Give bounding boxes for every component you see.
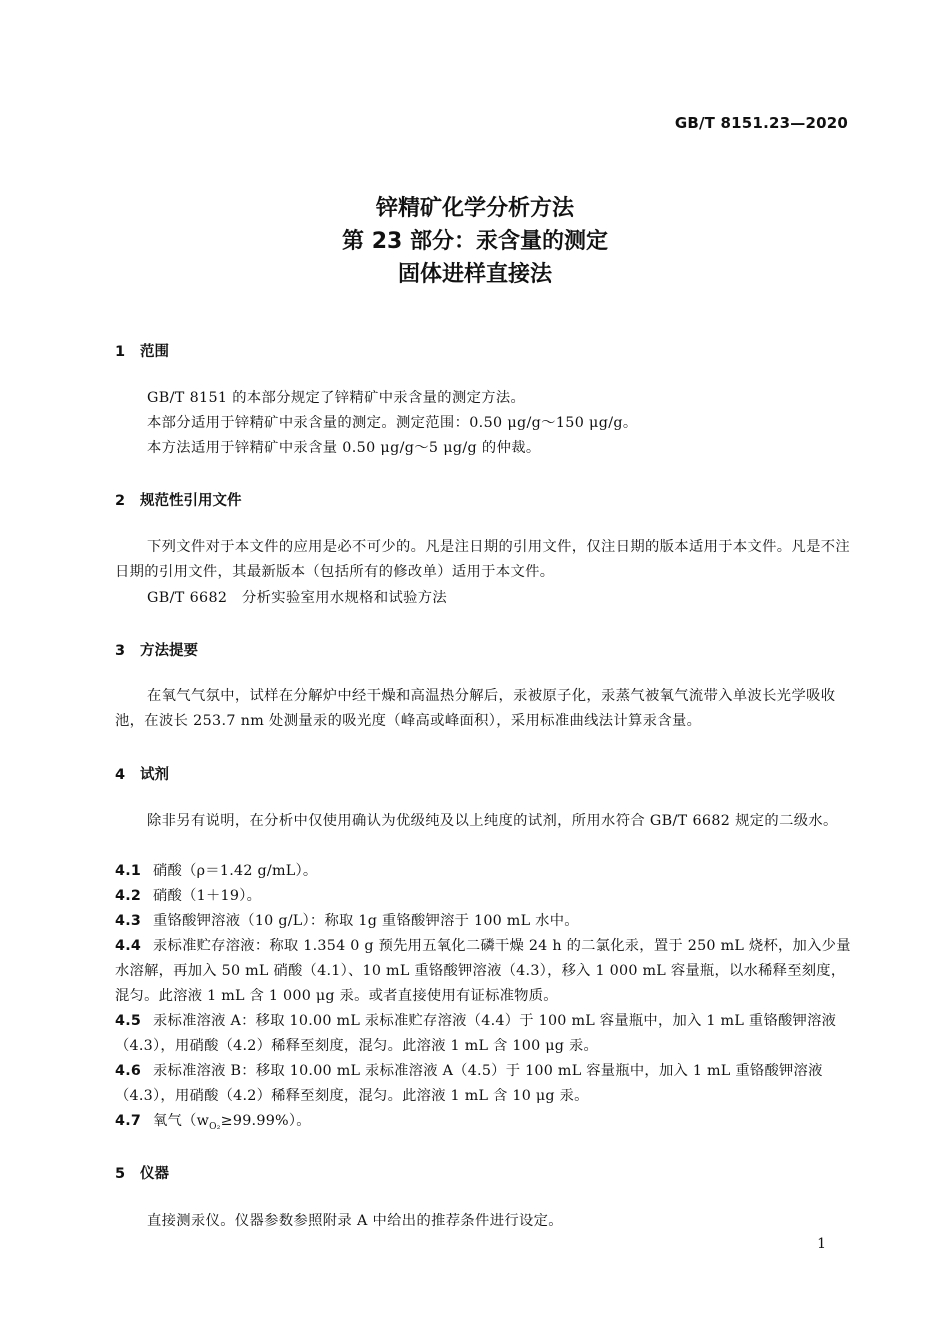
document-title	[0, 192, 950, 291]
clause-text: 汞标准贮存溶液：称取 1.354 0 g 预先用五氧化二磷干燥 24 h 的二氯化汞，置于 250 mL 烧杯，加入少量水溶解，再加入 50 mL 硝酸（4.1）、10 mL 重铬酸钾溶液（4.3），移入 1 000 mL 容量瓶，以水稀释至刻度，混匀。此溶液 1 mL 含 1 000 μg 汞。或者直接使用有证标准物质。	[115, 938, 851, 1004]
clause-4-4	[115, 934, 851, 1009]
clause-number: 4.2	[115, 888, 142, 904]
clause-4-1	[115, 859, 851, 884]
section-title: 规范性引用文件	[140, 493, 242, 509]
section-title: 仪器	[140, 1166, 169, 1182]
section-title: 试剂	[140, 767, 169, 783]
scope-paragraph-2: 本部分适用于锌精矿中汞含量的测定。测定范围：0.50 μg/g～150 μg/g。	[147, 415, 638, 431]
clause-number: 4.1	[115, 863, 142, 879]
section-title: 方法提要	[140, 643, 198, 659]
section-2-heading	[115, 489, 242, 510]
clause-text: 汞标准溶液 A：移取 10.00 mL 汞标准贮存溶液（4.4）于 100 mL 容量瓶中，加入 1 mL 重铬酸钾溶液（4.3），用硝酸（4.2）稀释至刻度，混匀。此溶液 1 mL 含 100 μg 汞。	[115, 1013, 837, 1054]
clause-text-prefix: 氧气（w	[153, 1113, 210, 1129]
reference-item: GB/T 6682 分析实验室用水规格和试验方法	[147, 590, 448, 606]
section-number: 4	[115, 767, 126, 783]
clause-text-suffix: ≥99.99%）。	[220, 1113, 311, 1129]
clause-4-6	[115, 1059, 851, 1109]
clause-text: 硝酸（ρ＝1.42 g/mL）。	[153, 863, 318, 879]
clause-number: 4.7	[115, 1113, 142, 1129]
section-1-heading	[115, 340, 169, 361]
clause-number: 4.5	[115, 1013, 142, 1029]
clause-number: 4.4	[115, 938, 142, 954]
clause-4-5	[115, 1009, 851, 1059]
scope-paragraph-1: GB/T 8151 的本部分规定了锌精矿中汞含量的测定方法。	[147, 390, 526, 406]
title-line-2: 第 23 部分：汞含量的测定	[342, 229, 608, 254]
clause-number: 4.3	[115, 913, 142, 929]
section-3-heading	[115, 639, 198, 660]
standard-code: GB/T 8151.23—2020	[674, 114, 848, 132]
clause-text: 重铬酸钾溶液（10 g/L）：称取 1g 重铬酸钾溶于 100 mL 水中。	[153, 913, 579, 929]
clause-number: 4.6	[115, 1063, 142, 1079]
section-number: 5	[115, 1166, 126, 1182]
reagents-intro-paragraph: 除非另有说明，在分析中仅使用确认为优级纯及以上纯度的试剂，所用水符合 GB/T 6682 规定的二级水。	[147, 813, 838, 829]
clause-4-2	[115, 884, 851, 909]
section-number: 3	[115, 643, 126, 659]
clause-text: 硝酸（1＋19）。	[153, 888, 262, 904]
section-title: 范围	[140, 344, 169, 360]
section-number: 2	[115, 493, 126, 509]
section-5-heading	[115, 1162, 169, 1183]
clause-subscript: O₂	[209, 1121, 221, 1132]
clause-4-3	[115, 909, 851, 934]
clause-text: 汞标准溶液 B：移取 10.00 mL 汞标准溶液 A（4.5）于 100 mL 容量瓶中，加入 1 mL 重铬酸钾溶液（4.3），用硝酸（4.2）稀释至刻度，混匀。此溶液 1 mL 含 10 μg 汞。	[115, 1063, 823, 1104]
references-paragraph: 下列文件对于本文件的应用是必不可少的。凡是注日期的引用文件，仅注日期的版本适用于本文件。凡是不注日期的引用文件，其最新版本（包括所有的修改单）适用于本文件。	[115, 539, 851, 580]
scope-paragraph-3: 本方法适用于锌精矿中汞含量 0.50 μg/g～5 μg/g 的仲裁。	[147, 440, 541, 456]
section-number: 1	[115, 344, 126, 360]
method-summary-paragraph: 在氧气气氛中，试样在分解炉中经干燥和高温热分解后，汞被原子化，汞蒸气被氧气流带入单波长光学吸收池，在波长 253.7 nm 处测量汞的吸光度（峰高或峰面积），采用标准曲线法计算汞含量。	[115, 688, 836, 729]
section-4-heading	[115, 763, 169, 784]
page-number: 1	[817, 1236, 826, 1252]
title-line-1: 锌精矿化学分析方法	[375, 196, 574, 221]
title-line-3: 固体进样直接法	[397, 262, 552, 287]
clause-4-7	[115, 1109, 851, 1140]
instrument-paragraph: 直接测汞仪。仪器参数参照附录 A 中给出的推荐条件进行设定。	[147, 1213, 563, 1229]
